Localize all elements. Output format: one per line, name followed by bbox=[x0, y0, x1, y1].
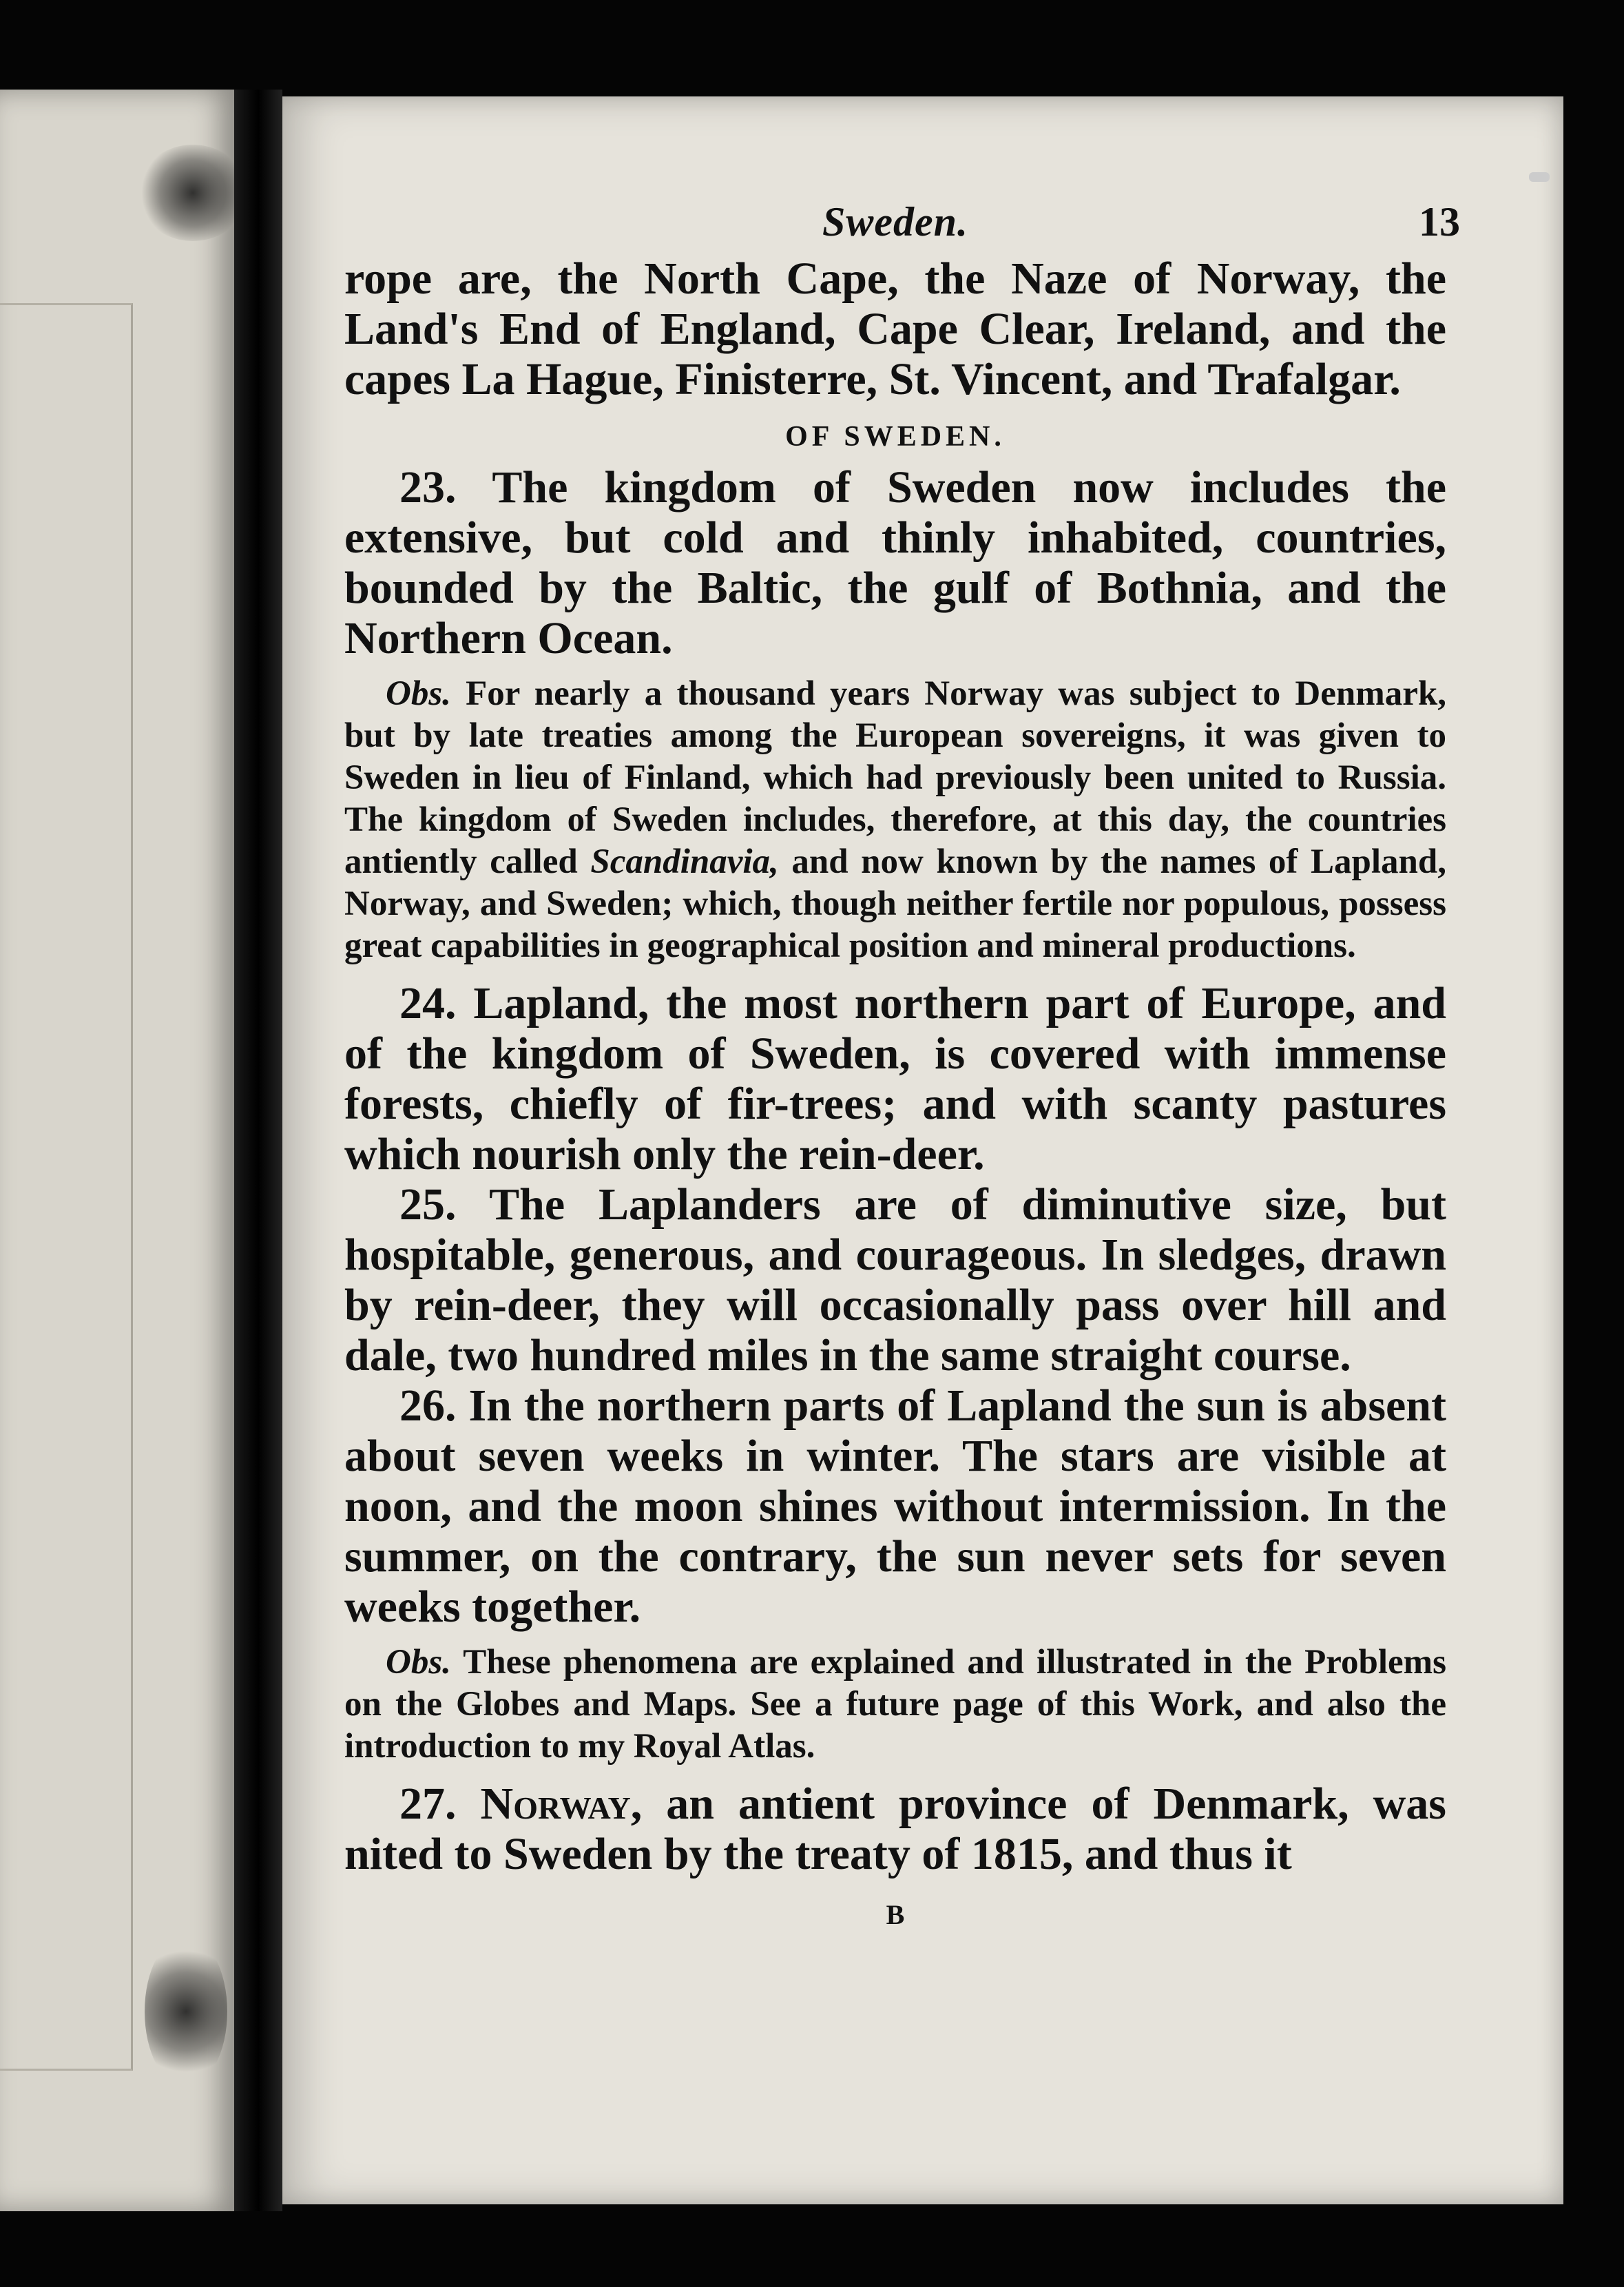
paragraph-25: 25. The Laplanders are of diminutive size, but hospitable, generous, and courageous. In sledges, drawn by rein-deer, they will occasionally pass over hill and dale, two hundred miles in the same straight course. bbox=[344, 1179, 1446, 1380]
obs-text: For nearly a thousand years Norway was subject to Denmark, but by late treaties among the European sovereigns, it was given to Sweden in lieu of Finland, which had previously been united to Russia. The kingdom of Sweden includes, therefore, at this day, the countries antiently called bbox=[344, 674, 1446, 881]
paragraph-number: 27. bbox=[399, 1779, 457, 1829]
signature-mark: B bbox=[886, 1899, 905, 1930]
page-content bbox=[344, 198, 1460, 1931]
running-head bbox=[344, 198, 1460, 253]
paragraph-continuation: rope are, the North Cape, the Naze of Norway, the Land's End of England, Cape Clear, Ireland, and the capes La Hague, Finisterre, St. Vincent, and Trafalgar. bbox=[344, 253, 1446, 404]
obs-label: Obs. bbox=[386, 1643, 451, 1681]
obs-text: and now known by the names of Lapland, Norway, and Sweden; which, though neither fertile nor populous, possess great capabilities in geographical position and mineral productions. bbox=[344, 842, 1446, 965]
running-title: Sweden. bbox=[822, 199, 969, 245]
previous-page-border bbox=[0, 303, 133, 2071]
obs-italic-term: Scandinavia, bbox=[590, 842, 779, 881]
obs-label: Obs. bbox=[386, 674, 451, 713]
observation-1 bbox=[344, 673, 1446, 967]
section-heading: OF SWEDEN. bbox=[785, 421, 1006, 453]
book-page bbox=[282, 96, 1563, 2204]
paragraph-24: 24. Lapland, the most northern part of Europe, and of the kingdom of Sweden, is covered with immense forests, chiefly of fir-trees; and with scanty pastures which nourish only the rein-deer. bbox=[344, 978, 1446, 1179]
observation-2 bbox=[344, 1642, 1446, 1768]
paragraph-26: 26. In the northern parts of Lapland the sun is absent about seven weeks in winter. The stars are visible at noon, and the moon shines without intermission. In the summer, on the contrary, the sun never sets for seven weeks together. bbox=[344, 1380, 1446, 1632]
ink-stain bbox=[145, 1936, 227, 2087]
page-number: 13 bbox=[1419, 199, 1460, 245]
book-gutter bbox=[234, 90, 282, 2211]
page-edge-mark bbox=[1529, 172, 1550, 182]
ink-stain bbox=[138, 145, 248, 241]
previous-page-fragment bbox=[0, 90, 234, 2211]
paragraph-27 bbox=[344, 1779, 1446, 1879]
norway-term: Norway, bbox=[480, 1779, 643, 1829]
paragraph-text: an antient province of Denmark, was nited to Sweden by the treaty of 1815, and thus it bbox=[344, 1779, 1446, 1879]
paragraph-23: 23. The kingdom of Sweden now includes the extensive, but cold and thinly inhabited, countries, bounded by the Baltic, the gulf of Bothnia, and the Northern Ocean. bbox=[344, 462, 1446, 663]
obs-text: These phenomena are explained and illustrated in the Problems on the Globes and Maps. See a future page of this Work, and also the introduction to my Royal Atlas. bbox=[344, 1643, 1446, 1766]
